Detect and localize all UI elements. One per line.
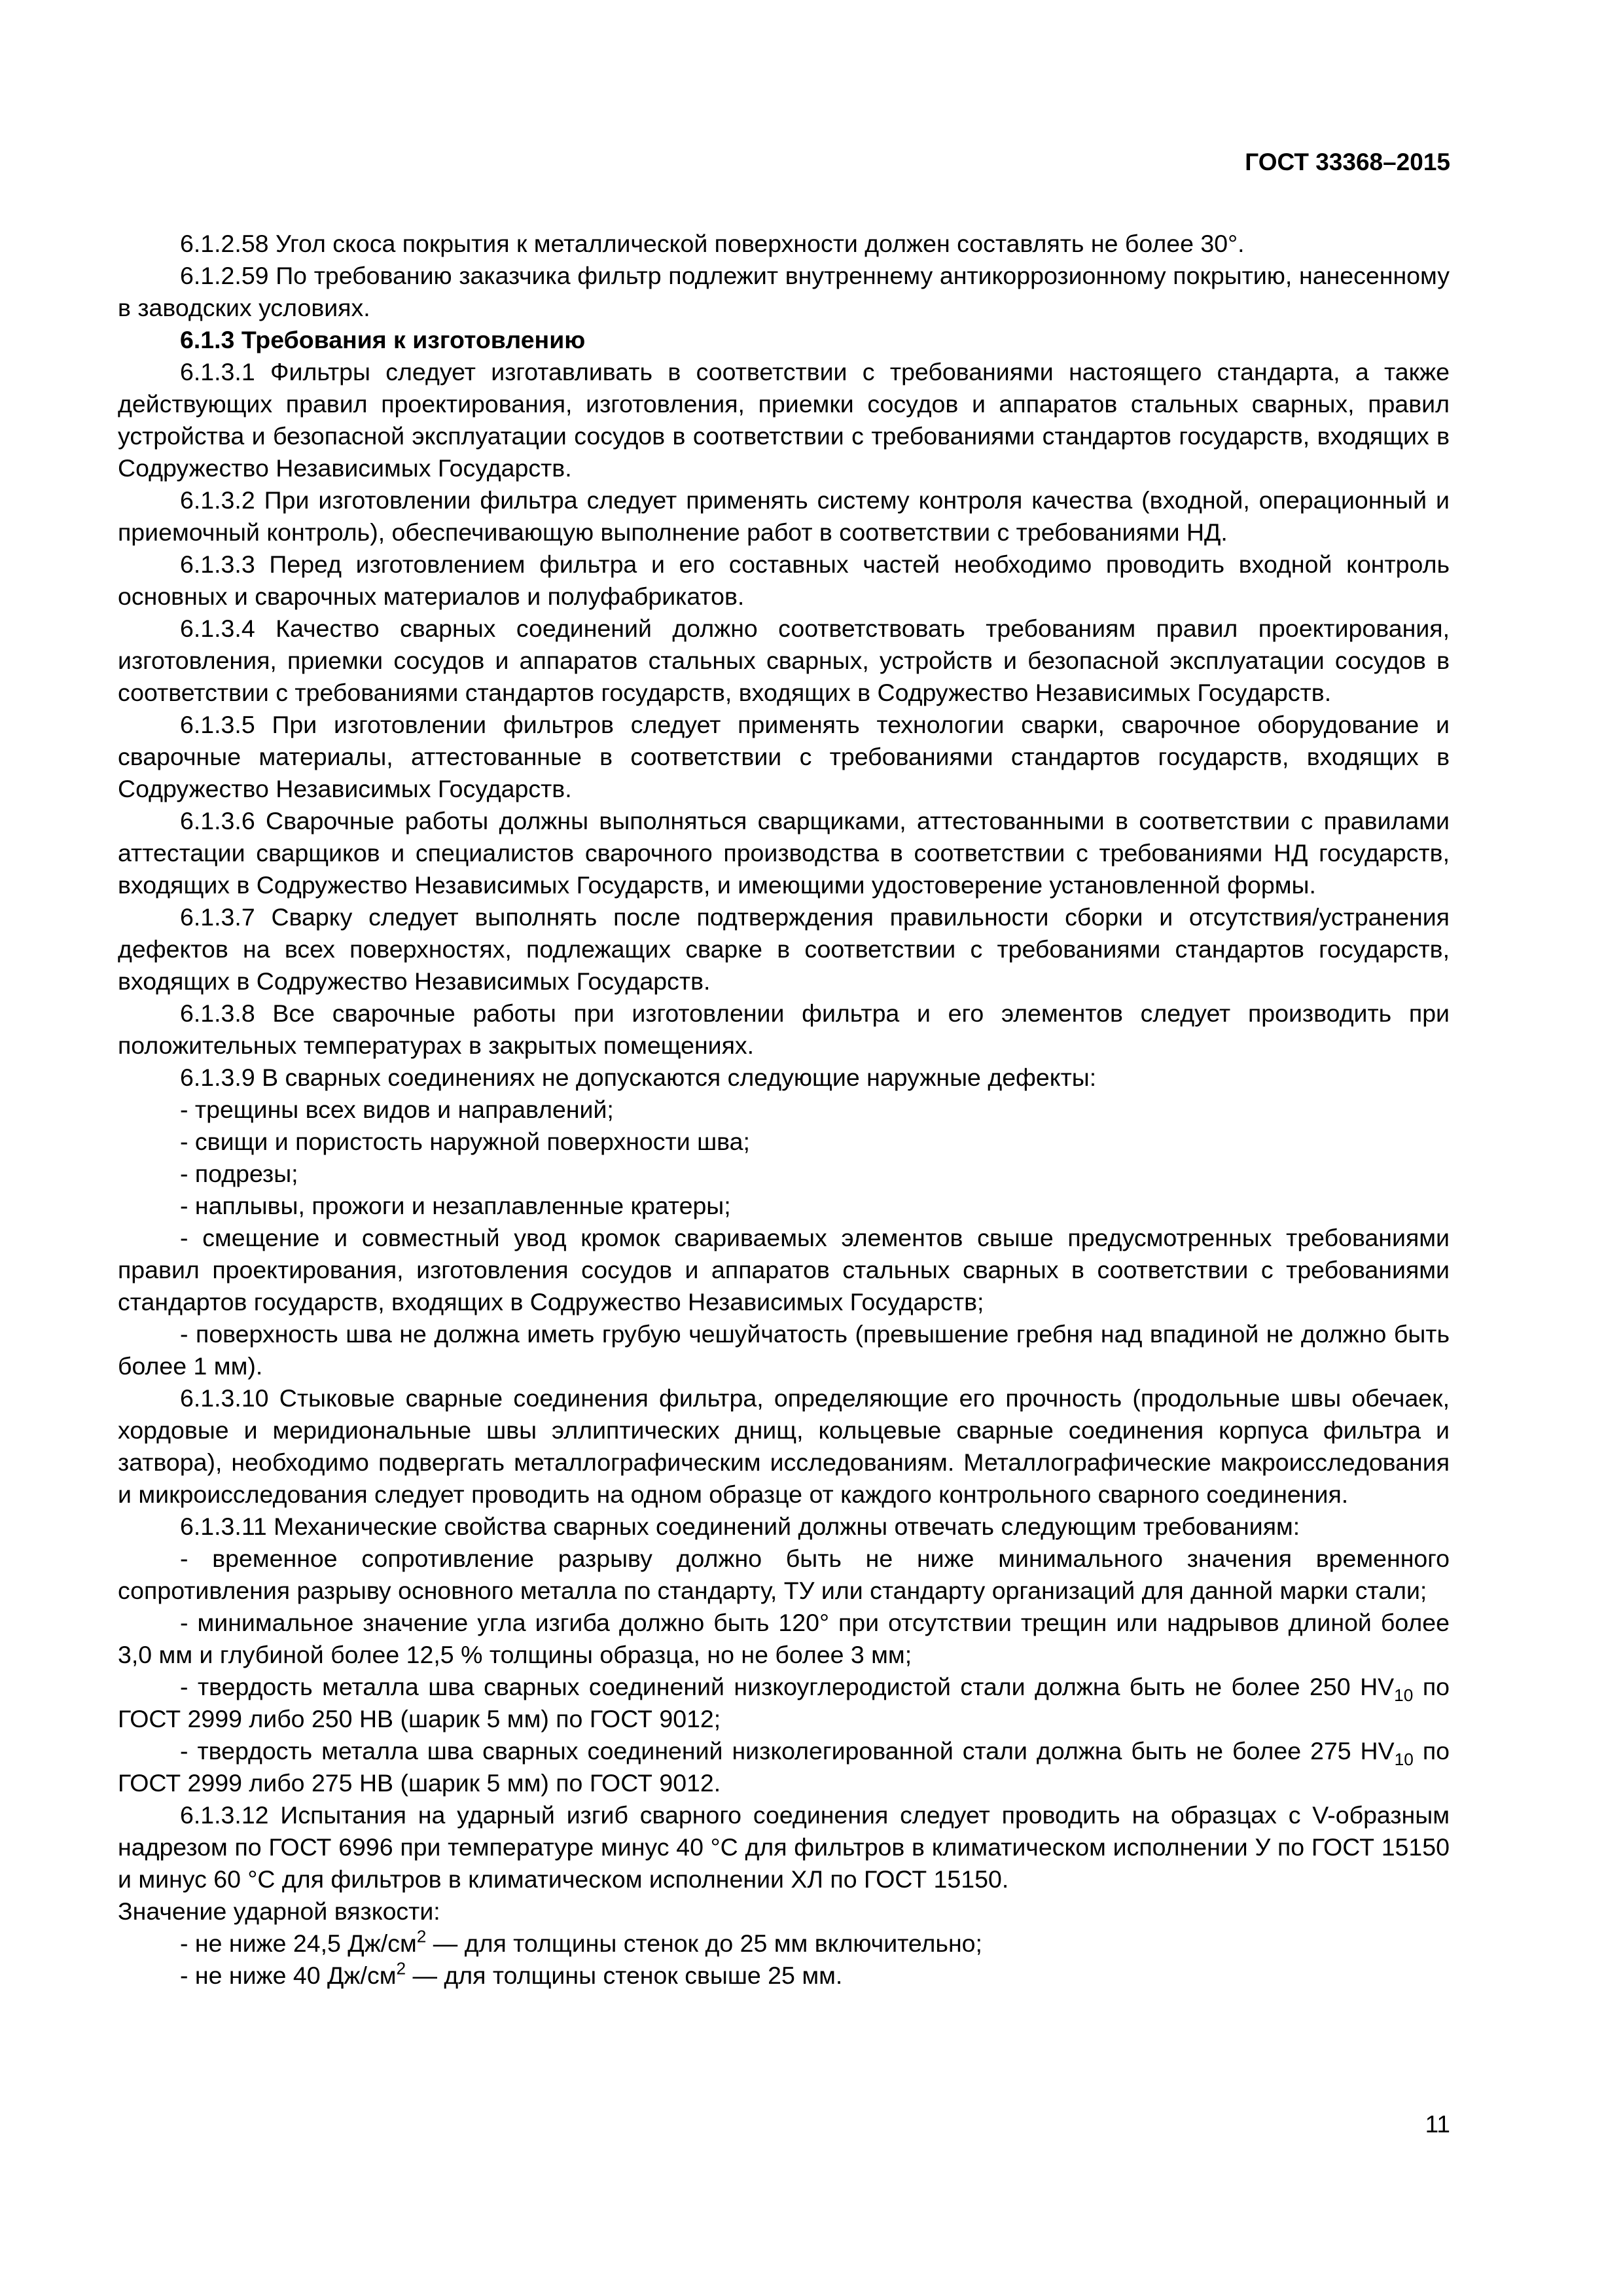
paragraph-6-1-3-6: 6.1.3.6 Сварочные работы должны выполняться сварщиками, аттестованными в соответствии с правилами аттестации сварщиков и специалистов сварочного производства в соответствии с требованиями НД государств, входящих в Содружество Независимых Государств, и имеющими удостоверение установленной формы.: [118, 807, 1450, 899]
impact-tail: — для толщины стенок свыше 25 мм.: [406, 1962, 843, 1989]
paragraph-6-1-3-11: 6.1.3.11 Механические свойства сварных соединений должны отвечать следующим требованиям:: [180, 1513, 1300, 1540]
paragraph-6-1-3-5: 6.1.3.5 При изготовлении фильтров следует применять технологии сварки, сварочное оборудование и сварочные материалы, аттестованные в соответствии с требованиями стандартов государств, входящих в Содружество Независимых Государств.: [118, 711, 1450, 802]
list-item-hardness-low-carbon: [118, 1671, 1450, 1735]
list-item: - подрезы;: [180, 1160, 298, 1187]
paragraph-6-1-3-12: 6.1.3.12 Испытания на ударный изгиб сварного соединения следует проводить на образцах с V-образным надрезом по ГОСТ 6996 при температуре минус 40 °С для фильтров в климатическом исполнении У по ГОСТ 15150 и минус 60 °С для фильтров в климатическом исполнении ХЛ по ГОСТ 15150.: [118, 1801, 1450, 1893]
hardness-tail: по ГОСТ 2999 либо 250 НВ (шарик 5 мм) по ГОСТ 9012;: [118, 1673, 1450, 1732]
list-item: - поверхность шва не должна иметь грубую чешуйчатость (превышение гребня над впадиной не должно быть более 1 мм).: [118, 1320, 1450, 1380]
section-heading-6-1-3: 6.1.3 Требования к изготовлению: [180, 326, 586, 353]
list-item: - трещины всех видов и направлений;: [180, 1096, 614, 1123]
paragraph-6-1-3-1: 6.1.3.1 Фильтры следует изготавливать в соответствии с требованиями настоящего стандарта, а также действующих правил проектирования, изготовления, приемки сосудов и аппаратов стальных сварных, правил устройства и безопасной эксплуатации сосудов в соответствии с требованиями стандартов государств, входящих в Содружество Независимых Государств.: [118, 358, 1450, 482]
list-item: - смещение и совместный увод кромок свариваемых элементов свыше предусмотренных требованиями правил проектирования, изготовления сосудов и аппаратов стальных сварных в соответствии с требованиями стандартов государств, входящих в Содружество Независимых Государств;: [118, 1224, 1450, 1316]
list-item-impact-2: [118, 1960, 1450, 1992]
impact-text: - не ниже 24,5 Дж/см: [180, 1929, 417, 1957]
paragraph-6-1-3-2: 6.1.3.2 При изготовлении фильтра следует применять систему контроля качества (входной, операционный и приемочный контроль), обеспечивающую выполнение работ в соответствии с требованиями НД.: [118, 486, 1450, 546]
list-item: - наплывы, прожоги и незаплавленные кратеры;: [180, 1192, 731, 1219]
paragraph-6-1-3-4: 6.1.3.4 Качество сварных соединений должно соответствовать требованиям правил проектирования, изготовления, приемки сосудов и аппаратов стальных сварных, устройств и безопасной эксплуатации сосудов в соответствии с требованиями стандартов государств, входящих в Содружество Независимых Государств.: [118, 615, 1450, 706]
paragraph-6-1-2-59: 6.1.2.59 По требованию заказчика фильтр подлежит внутреннему антикоррозионному покрытию, нанесенному в заводских условиях.: [118, 262, 1450, 321]
hardness-subscript: 10: [1394, 1749, 1414, 1770]
hardness-text: - твердость металла шва сварных соединений низкоуглеродистой стали должна быть не более 250 HV: [180, 1673, 1395, 1700]
impact-superscript: 2: [416, 1926, 427, 1946]
paragraph-6-1-3-8: 6.1.3.8 Все сварочные работы при изготовлении фильтра и его элементов следует производить при положительных температурах в закрытых помещениях.: [118, 999, 1450, 1059]
paragraph-6-1-2-58: 6.1.2.58 Угол скоса покрытия к металлической поверхности должен составлять не более 30°.: [180, 230, 1245, 257]
impact-value-label: Значение ударной вязкости:: [118, 1897, 440, 1925]
list-item: - свищи и пористость наружной поверхности шва;: [180, 1128, 750, 1155]
list-item-hardness-low-alloy: [118, 1735, 1450, 1799]
list-item: - временное сопротивление разрыву должно быть не ниже минимального значения временного сопротивления разрыву основного металла по стандарту, ТУ или стандарту организаций для данной марки стали;: [118, 1545, 1450, 1604]
page-number: 11: [1425, 2111, 1450, 2138]
paragraph-6-1-3-3: 6.1.3.3 Перед изготовлением фильтра и его составных частей необходимо проводить входной контроль основных и сварочных материалов и полуфабрикатов.: [118, 550, 1450, 610]
paragraph-6-1-3-10: 6.1.3.10 Стыковые сварные соединения фильтра, определяющие его прочность (продольные швы обечаек, хордовые и меридиональные швы эллиптических днищ, кольцевые сварные соединения корпуса фильтра и затвора), необходимо подвергать металлографическим исследованиям. Металлографические макроисследования и микроисследования следует проводить на одном образце от каждого контрольного сварного соединения.: [118, 1384, 1450, 1508]
list-item-impact-1: [118, 1928, 1450, 1960]
page-content: [118, 228, 1450, 1992]
hardness-subscript: 10: [1394, 1685, 1414, 1706]
impact-text: - не ниже 40 Дж/см: [180, 1962, 397, 1989]
list-item: - минимальное значение угла изгиба должно быть 120° при отсутствии трещин или надрывов длиной более 3,0 мм и глубиной более 12,5 % толщины образца, но не более 3 мм;: [118, 1609, 1450, 1668]
hardness-text: - твердость металла шва сварных соединений низколегированной стали должна быть не более 275 HV: [180, 1737, 1395, 1765]
impact-superscript: 2: [396, 1958, 406, 1979]
paragraph-6-1-3-9: 6.1.3.9 В сварных соединениях не допускаются следующие наружные дефекты:: [180, 1064, 1097, 1091]
impact-tail: — для толщины стенок до 25 мм включительно;: [426, 1929, 982, 1957]
document-code: ГОСТ 33368–2015: [1245, 149, 1450, 175]
hardness-tail: по ГОСТ 2999 либо 275 НВ (шарик 5 мм) по ГОСТ 9012.: [118, 1737, 1450, 1797]
paragraph-6-1-3-7: 6.1.3.7 Сварку следует выполнять после подтверждения правильности сборки и отсутствия/устранения дефектов на всех поверхностях, подлежащих сварке в соответствии с требованиями стандартов государств, входящих в Содружество Независимых Государств.: [118, 903, 1450, 995]
